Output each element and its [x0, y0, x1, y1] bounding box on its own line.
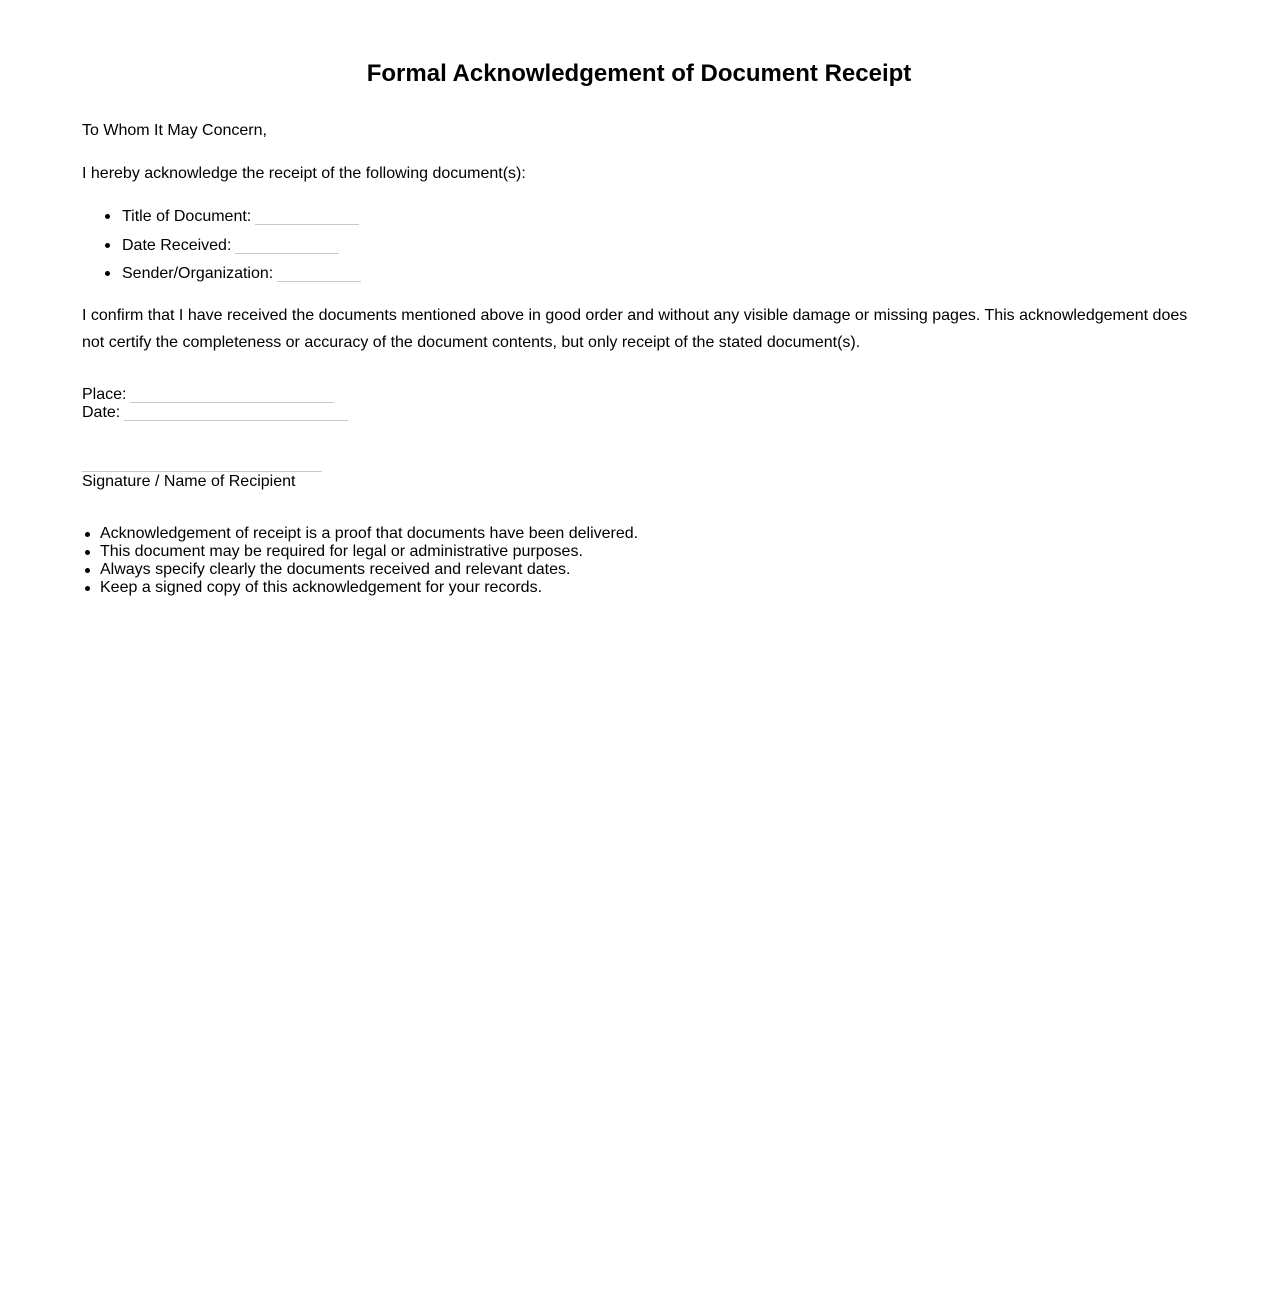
- note-item: Always specify clearly the documents received and relevant dates.: [82, 561, 638, 579]
- page-title: Formal Acknowledgement of Document Receipt: [366, 60, 912, 87]
- confirmation-paragraph: I confirm that I have received the documents mentioned above in good order and without any visible damage or missing pages. This acknowledgement does not certify the completeness or accuracy of the document contents, but only receipt of the stated document(s).: [82, 307, 1188, 351]
- sender-organization-blank[interactable]: [277, 267, 361, 282]
- signature-label: Signature / Name of Recipient: [82, 473, 296, 490]
- date-received-blank[interactable]: [235, 239, 339, 254]
- greeting-text: To Whom It May Concern,: [82, 122, 267, 139]
- note-item: Acknowledgement of receipt is a proof that documents have been delivered.: [82, 525, 638, 543]
- place-line: [82, 384, 334, 404]
- field-label: Date Received:: [122, 236, 232, 254]
- date-line: [82, 402, 348, 422]
- field-label: Title of Document:: [122, 208, 252, 225]
- intro-text: I hereby acknowledge the receipt of the following document(s):: [82, 165, 526, 182]
- field-sender-organization: [82, 263, 361, 284]
- note-item: Keep a signed copy of this acknowledgement for your records.: [82, 579, 638, 597]
- note-item: This document may be required for legal or administrative purposes.: [82, 543, 638, 561]
- field-date-received: [82, 235, 361, 256]
- document-fields-list: [82, 206, 361, 292]
- title-of-document-blank[interactable]: [255, 210, 359, 225]
- field-label: Sender/Organization:: [122, 265, 274, 282]
- date-blank[interactable]: [124, 406, 348, 421]
- date-label: Date:: [82, 404, 121, 421]
- notes-list: [82, 525, 638, 597]
- place-blank[interactable]: [130, 388, 334, 403]
- place-label: Place:: [82, 386, 127, 403]
- field-title-of-document: [82, 206, 361, 227]
